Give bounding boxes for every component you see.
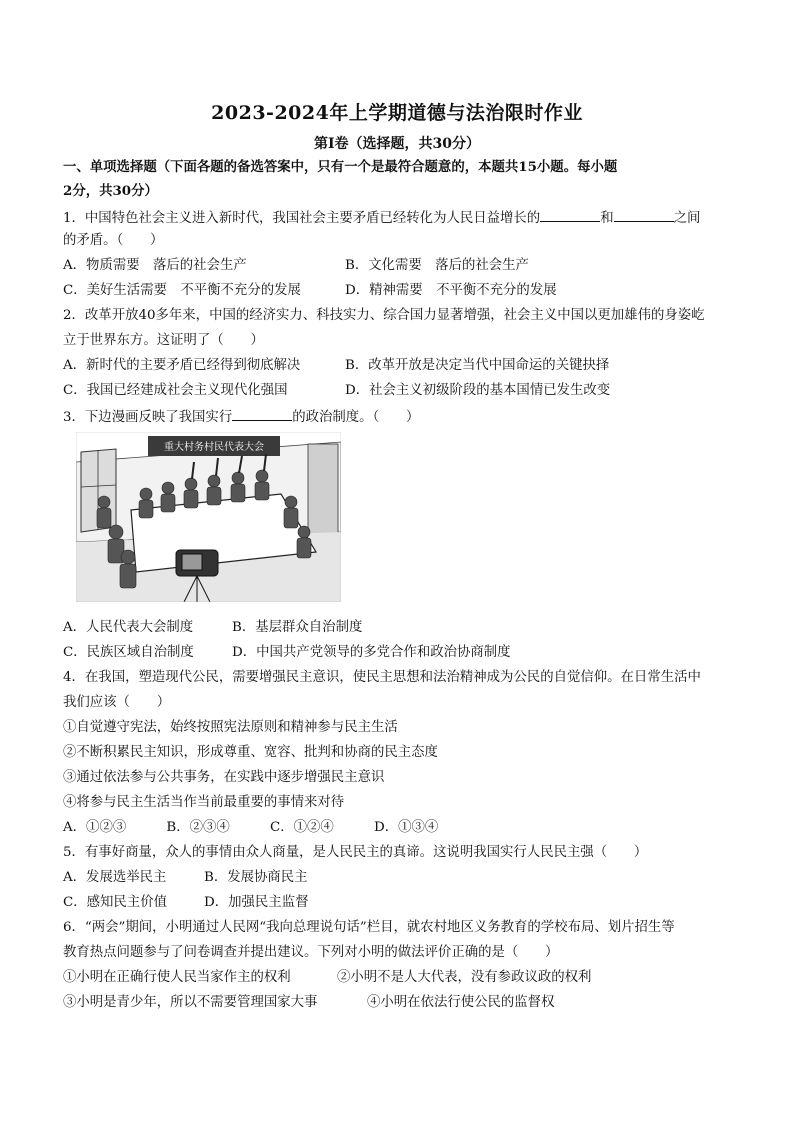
q5-option-c: C．感知民主价值 <box>63 895 167 910</box>
q1-stem-line2: 的矛盾。（ ） <box>63 233 164 248</box>
q1-stem <box>63 208 700 228</box>
q3-option-a: A．人民代表大会制度 <box>63 620 194 635</box>
q4-stem-line2: 我们应该（ ） <box>63 695 171 710</box>
q3-stem-end: 的政治制度。（ ） <box>292 410 420 425</box>
q2-option-d: D．社会主义初级阶段的基本国情已发生改变 <box>345 383 611 398</box>
page-title: 2023-2024年上学期道德与法治限时作业 <box>211 102 583 124</box>
answer-blank <box>614 208 674 222</box>
q5-stem: 5．有事好商量，众人的事情由众人商量，是人民民主的真谛。这说明我国实行人民民主强（ ） <box>63 845 648 860</box>
q5-option-b: B．发展协商民主 <box>204 870 308 885</box>
q1-option-d: D．精神需要 不平衡不充分的发展 <box>345 283 557 298</box>
answer-blank <box>232 407 292 421</box>
q1-stem-text: 1．中国特色社会主义进入新时代，我国社会主要矛盾已经转化为人民日益增长的 <box>63 211 541 226</box>
q5-option-a: A．发展选举民主 <box>63 870 167 885</box>
cartoon-banner-text: 重大村务村民代表大会 <box>164 442 264 453</box>
q6-stem-line2: 教育热点问题参与了问卷调查并提出建议。下列对小明的做法评价正确的是（ ） <box>63 945 559 960</box>
q1-option-c: C．美好生活需要 不平衡不充分的发展 <box>63 283 301 298</box>
section-heading: 一、单项选择题（下面各题的备选答案中，只有一个是最符合题意的，本题共15小题。每小题 <box>63 159 618 175</box>
answer-blank <box>540 208 600 222</box>
q4-stem: 4．在我国，塑造现代公民，需要增强民主意识，使民主思想和法治精神成为公民的自觉信仰。在日常生活中 <box>63 670 701 685</box>
q4-statement-4: ④将参与民主生活当作当前最重要的事情来对待 <box>63 795 345 810</box>
q4-statement-2: ②不断积累民主知识，形成尊重、宽容、批判和协商的民主态度 <box>63 745 438 760</box>
q6-statement-1: ①小明在正确行使人民当家作主的权利 <box>63 970 291 985</box>
q1-option-a: A．物质需要 落后的社会生产 <box>63 258 247 273</box>
q4-statement-1: ①自觉遵守宪法，始终按照宪法原则和精神参与民主生活 <box>63 720 398 735</box>
q6-statement-4: ④小明在依法行使公民的监督权 <box>367 995 555 1010</box>
q2-option-b: B．改革开放是决定当代中国命运的关键抉择 <box>345 358 610 373</box>
village-meeting-cartoon <box>76 432 341 602</box>
q1-option-b: B．文化需要 落后的社会生产 <box>345 258 529 273</box>
q3-stem-text: 3．下边漫画反映了我国实行 <box>63 410 233 425</box>
q3-option-b: B．基层群众自治制度 <box>232 620 363 635</box>
q3-option-c: C．民族区域自治制度 <box>63 645 194 660</box>
q6-statement-2: ②小明不是人大代表，没有参政议政的权利 <box>337 970 592 985</box>
page-subtitle: 第Ⅰ卷（选择题，共30分） <box>313 136 481 152</box>
q6-statement-3: ③小明是青少年，所以不需要管理国家大事 <box>63 995 318 1010</box>
q2-stem-line2: 立于世界东方。这证明了（ ） <box>63 333 264 348</box>
section-heading-cont: 2分，共30分） <box>63 183 158 199</box>
q2-option-c: C．我国已经建成社会主义现代化强国 <box>63 383 288 398</box>
q3-option-d: D．中国共产党领导的多党合作和政治协商制度 <box>232 645 511 660</box>
q2-stem: 2．改革开放40多年来，中国的经济实力、科技实力、综合国力显著增强，社会主义中国以更加雄伟的身姿屹 <box>63 308 705 323</box>
q6-stem: 6．“两会”期间，小明通过人民网“我向总理说句话”栏目，就农村地区义务教育的学校布局、划片招生等 <box>63 920 675 935</box>
q3-stem <box>63 407 419 427</box>
q4-statement-3: ③通过依法参与公共事务，在实践中逐步增强民主意识 <box>63 770 385 785</box>
q1-stem-and: 和 <box>600 211 614 226</box>
q1-stem-end: 之间 <box>673 211 701 226</box>
q4-options: A．①②③ B．②③④ C．①②④ D．①③④ <box>63 820 439 835</box>
q5-option-d: D．加强民主监督 <box>204 895 309 910</box>
q2-option-a: A．新时代的主要矛盾已经得到彻底解决 <box>63 358 301 373</box>
